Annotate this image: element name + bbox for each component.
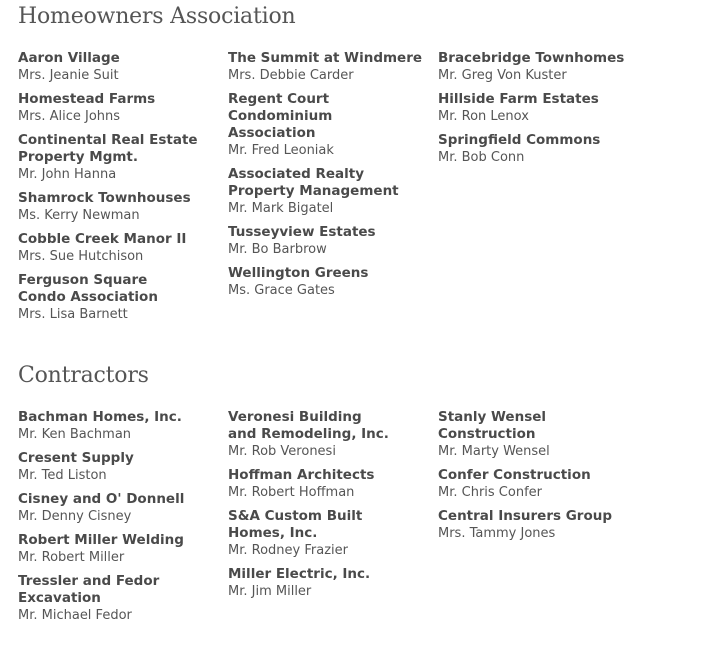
list-item [228,566,428,600]
contact-name: Mr. Michael Fedor [18,608,132,623]
organization-name: Wellington Greens [228,265,369,281]
organization-name: Continental Real Estate Property Mgmt. [18,132,198,165]
organization-name: Confer Construction [438,467,591,483]
list-item [228,91,428,159]
organization-name: Bracebridge Townhomes [438,50,625,66]
contact-name: Mrs. Lisa Barnett [18,307,128,322]
list-item [438,132,638,166]
contact-name: Mr. Mark Bigatel [228,201,334,216]
section-heading: Homeowners Association [18,4,296,29]
contact-name: Mr. Denny Cisney [18,509,132,524]
organization-name: Aaron Village [18,50,120,66]
organization-name: Cisney and O' Donnell [18,491,185,507]
contact-name: Mr. Fred Leoniak [228,143,334,158]
organization-name: Hillside Farm Estates [438,91,599,107]
list-item [18,409,218,443]
list-item [228,467,428,501]
list-item [438,50,638,84]
organization-name: Cobble Creek Manor II [18,231,187,247]
column-2 [228,409,428,607]
contact-name: Mrs. Sue Hutchison [18,249,144,264]
column-3 [438,409,638,549]
organization-name: Cresent Supply [18,450,134,466]
organization-name: Robert Miller Welding [18,532,184,548]
contact-name: Mrs. Debbie Carder [228,68,354,83]
organization-name: Springfield Commons [438,132,601,148]
list-item [18,450,218,484]
list-item [228,508,428,559]
contact-name: Mr. Chris Confer [438,485,542,500]
contact-name: Mr. Bob Conn [438,150,525,165]
organization-name: S&A Custom Built Homes, Inc. [228,508,363,541]
column-2 [228,50,428,306]
organization-name: Tressler and Fedor Excavation [18,573,160,606]
contact-name: Mr. Marty Wensel [438,444,550,459]
section-contractors [18,361,718,623]
contact-name: Ms. Grace Gates [228,283,335,298]
organization-name: Shamrock Townhouses [18,190,191,206]
section-homeowners-association [18,2,718,322]
organization-name: Stanly Wensel Construction [438,409,547,442]
list-item [18,132,218,183]
contact-name: Mr. Robert Hoffman [228,485,355,500]
column-1 [18,50,218,330]
organization-name: Tusseyview Estates [228,224,376,240]
contact-name: Mr. Ted Liston [18,468,107,483]
list-item [228,166,428,217]
contact-name: Mr. John Hanna [18,167,117,182]
contact-name: Mr. Ken Bachman [18,427,132,442]
list-item [18,491,218,525]
organization-name: Ferguson Square Condo Association [18,272,158,305]
organization-name: Regent Court Condominium Association [228,91,333,141]
contact-name: Ms. Kerry Newman [18,208,140,223]
list-item [18,231,218,265]
list-item [438,467,638,501]
organization-name: Homestead Farms [18,91,156,107]
contact-name: Mr. Rob Veronesi [228,444,336,459]
contact-name: Mr. Bo Barbrow [228,242,327,257]
organization-name: Associated Realty Property Management [228,166,399,199]
organization-name: Bachman Homes, Inc. [18,409,182,425]
contact-name: Mrs. Alice Johns [18,109,121,124]
list-item [228,265,428,299]
list-item [228,409,428,460]
organization-name: Hoffman Architects [228,467,375,483]
contact-name: Mr. Jim Miller [228,584,312,599]
list-item [228,50,428,84]
contact-name: Mr. Ron Lenox [438,109,529,124]
column-3 [438,50,638,173]
contact-name: Mrs. Tammy Jones [438,526,556,541]
contact-name: Mr. Greg Von Kuster [438,68,567,83]
list-item [438,91,638,125]
list-item [438,508,638,542]
list-item [228,224,428,258]
list-item [18,272,218,323]
list-item [18,50,218,84]
contact-name: Mr. Robert Miller [18,550,125,565]
list-item [18,91,218,125]
list-item [18,532,218,566]
column-1 [18,409,218,631]
list-item [438,409,638,460]
contact-name: Mr. Rodney Frazier [228,543,348,558]
section-heading: Contractors [18,363,149,388]
organization-name: Central Insurers Group [438,508,612,524]
list-item [18,573,218,624]
organization-name: The Summit at Windmere [228,50,423,66]
organization-name: Miller Electric, Inc. [228,566,371,582]
organization-name: Veronesi Building and Remodeling, Inc. [228,409,389,442]
contact-name: Mrs. Jeanie Suit [18,68,119,83]
list-item [18,190,218,224]
